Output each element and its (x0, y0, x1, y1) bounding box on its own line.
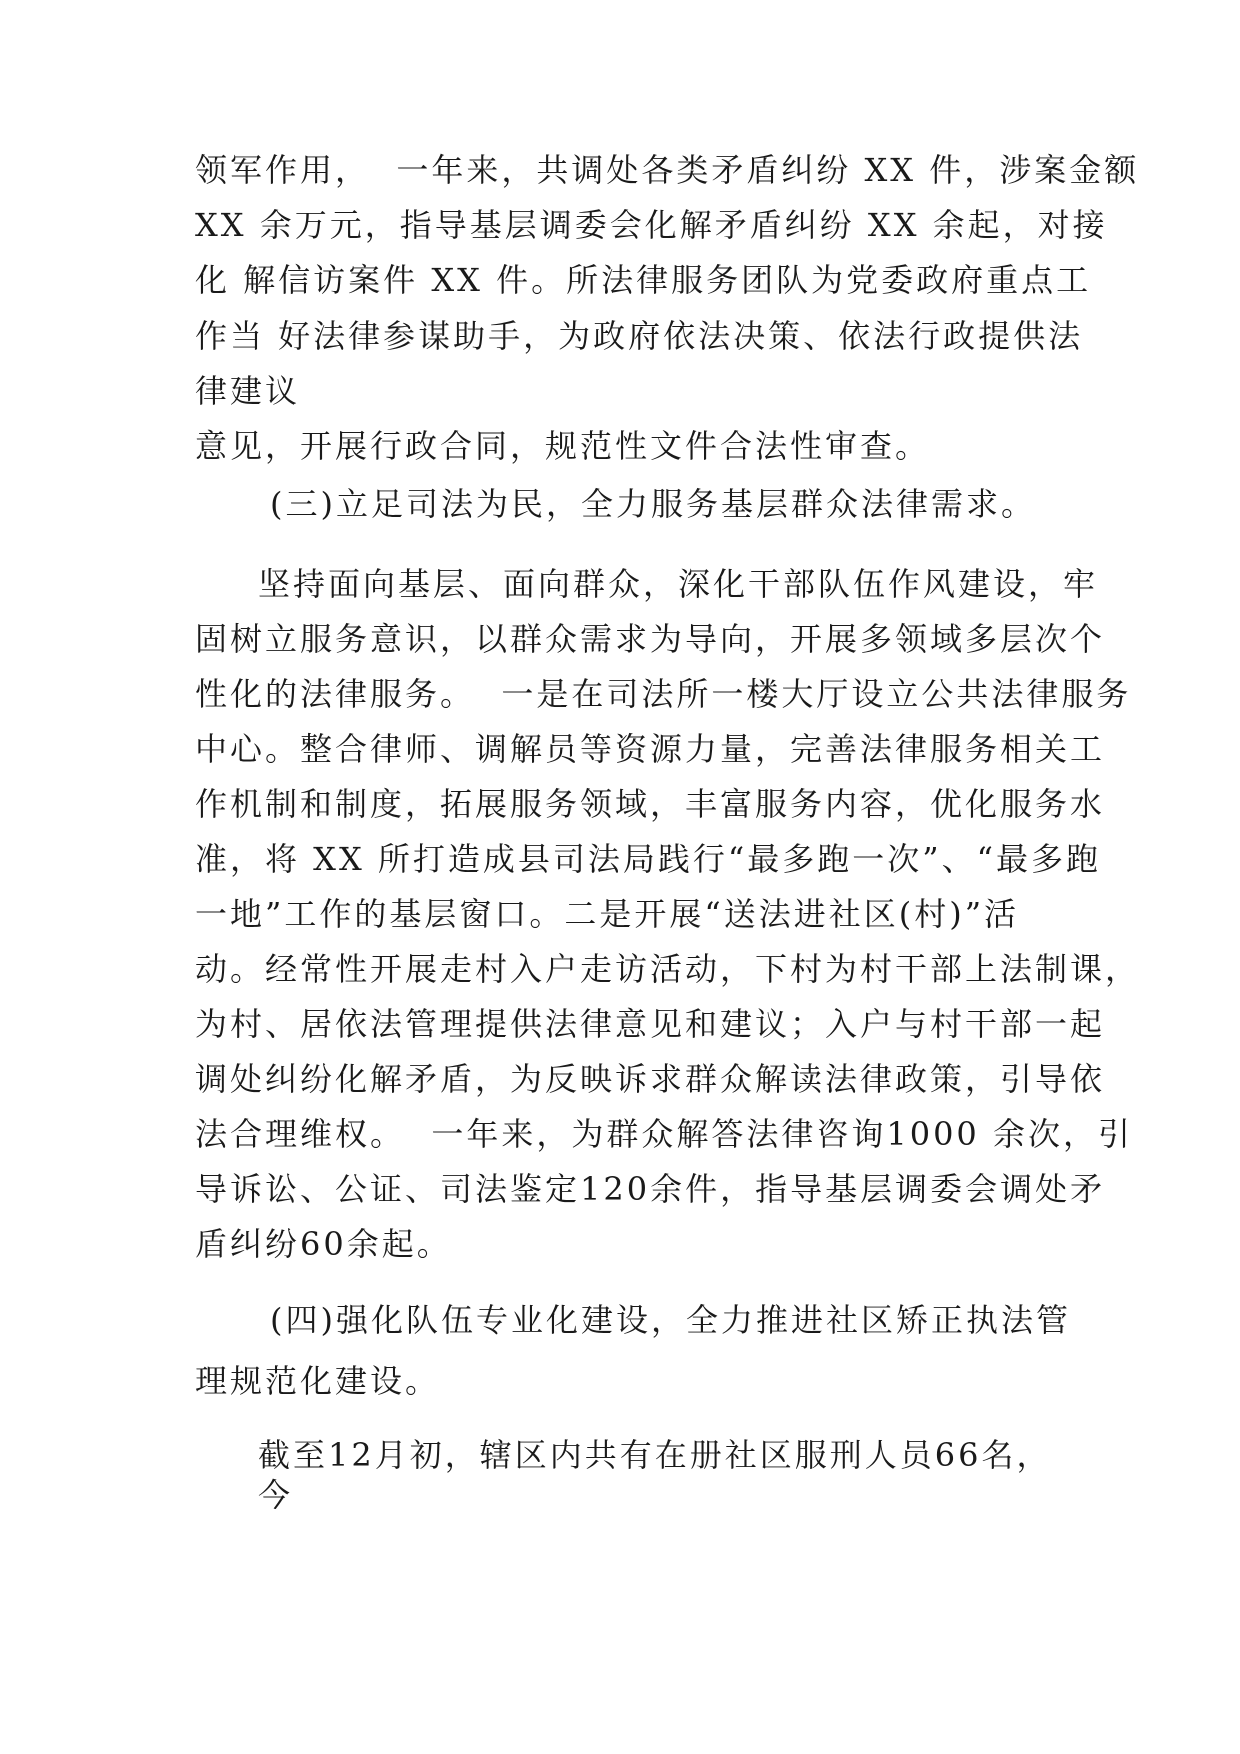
paragraph-line: 中心。整合律师、调解员等资源力量，完善法律服务相关工 (195, 730, 1106, 768)
section-heading-4-continued: 理规范化建设。 (195, 1362, 441, 1400)
paragraph-line: 化 解信访案件 XX 件。所法律服务团队为党委政府重点工 (195, 261, 1092, 299)
section-heading-3: (三)立足司法为民，全力服务基层群众法律需求。 (270, 485, 1036, 523)
paragraph-line: XX 余万元，指导基层调委会化解矛盾纠纷 XX 余起，对接 (195, 206, 1108, 244)
paragraph-line: 今 (258, 1476, 294, 1514)
paragraph-line: 性化的法律服务。 一是在司法所一楼大厅设立公共法律服务 (195, 675, 1132, 713)
paragraph-line: 法合理维权。 一年来，为群众解答法律咨询1000 余次，引 (195, 1115, 1133, 1153)
paragraph-line: 作当 好法律参谋助手，为政府依法决策、依法行政提供法 (195, 317, 1084, 355)
section-heading-4: (四)强化队伍专业化建设，全力推进社区矫正执法管 (270, 1301, 1071, 1339)
paragraph-line: 坚持面向基层、面向群众，深化干部队伍作风建设，牢 (258, 565, 1099, 603)
paragraph-line: 为村、居依法管理提供法律意见和建议；入户与村干部一起 (195, 1005, 1106, 1043)
paragraph-line: 作机制和制度，拓展服务领域，丰富服务内容，优化服务水 (195, 785, 1106, 823)
paragraph-line: 固树立服务意识，以群众需求为导向，开展多领域多层次个 (195, 620, 1106, 658)
paragraph-line: 准，将 XX 所打造成县司法局践行“最多跑一次”、“最多跑 (195, 840, 1101, 878)
paragraph-line: 截至12月初，辖区内共有在册社区服刑人员66名， (258, 1436, 1052, 1474)
paragraph-line: 领军作用， 一年来，共调处各类矛盾纠纷 XX 件，涉案金额 (195, 151, 1140, 189)
paragraph-line: 一地”工作的基层窗口。二是开展“送法进社区(村)”活 (195, 895, 1020, 933)
paragraph-line: 调处纠纷化解矛盾，为反映诉求群众解读法律政策，引导依 (195, 1060, 1106, 1098)
paragraph-line: 意见，开展行政合同，规范性文件合法性审查。 (195, 427, 931, 465)
paragraph-line: 导诉讼、公证、司法鉴定120余件，指导基层调委会调处矛 (195, 1170, 1106, 1208)
paragraph-line: 律建议 (195, 372, 301, 410)
paragraph-line: 盾纠纷60余起。 (195, 1225, 452, 1263)
paragraph-line: 动。经常性开展走村入户走访活动，下村为村干部上法制课， (195, 950, 1141, 988)
